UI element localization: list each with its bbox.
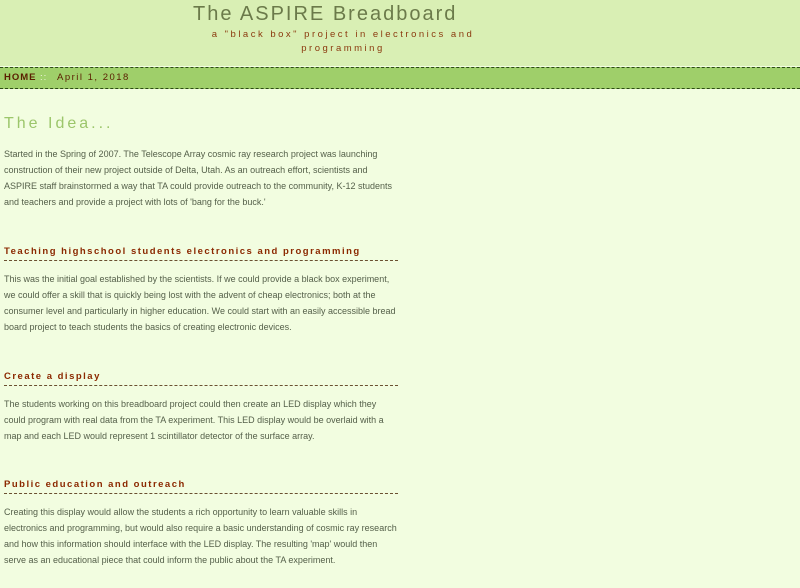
section-heading-teaching: Teaching highschool students electronics and programming xyxy=(4,246,398,261)
section-heading-outreach: Public education and outreach xyxy=(4,479,398,494)
section-heading-display: Create a display xyxy=(4,371,398,386)
section-body-outreach: Creating this display would allow the students a rich opportunity to learn valuable skills in electronics and programming, but would also require a basic understanding of cosmic ray research and how this information should interface with the LED display. The resulting 'map' would then serve as an educational piece that could inform the public about the TA experiment. xyxy=(4,507,397,565)
page-title: The Idea... xyxy=(4,115,114,132)
site-header xyxy=(0,0,800,66)
section-body-teaching: This was the initial goal established by the scientists. If we could provide a black box experiment, we could offer a skill that is quickly being lost with the advent of cheap electronics; both at the consumer level and particularly in higher education. We could start with an easily accessible bread board project to teach students the basics of creating electronic devices. xyxy=(4,274,396,332)
nav-date: April 1, 2018 xyxy=(57,72,130,83)
intro-paragraph: Started in the Spring of 2007. The Telescope Array cosmic ray research project was launching construction of their new project outside of Delta, Utah. As an outreach effort, scientists and ASPIRE staff brainstormed a way that TA could provide outreach to the community, K-12 students and teachers and provide a project with lots of 'bang for the buck.' xyxy=(4,149,393,207)
nav-bar xyxy=(0,67,800,89)
main-content xyxy=(4,112,398,568)
nav-home-link[interactable]: HOME xyxy=(4,72,37,83)
nav-separator: :: xyxy=(40,72,48,83)
site-title: The ASPIRE Breadboard xyxy=(193,3,458,25)
section-body-display: The students working on this breadboard project could then create an LED display which they could program with real data from the TA experiment. This LED display would be overlaid with a map and each LED would represent 1 scintillator detector of the surface array. xyxy=(4,399,384,441)
site-subtitle: a "black box" project in electronics and programming xyxy=(211,29,475,54)
